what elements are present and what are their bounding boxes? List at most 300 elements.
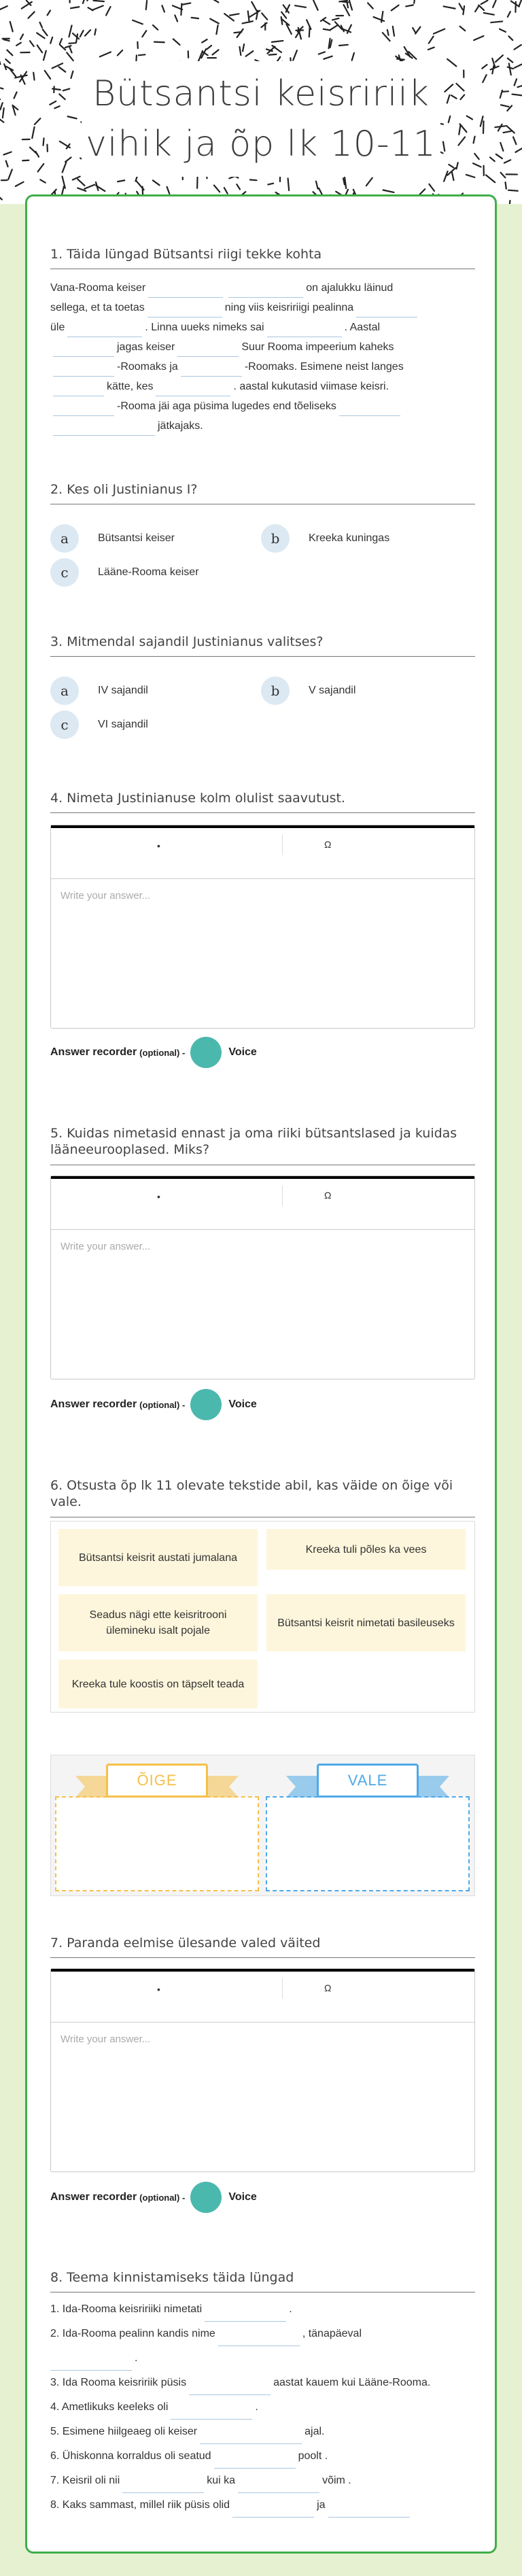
blank-field[interactable] xyxy=(267,324,342,337)
confetti-dash xyxy=(162,5,164,12)
confetti-dash xyxy=(142,31,146,37)
confetti-dash xyxy=(210,19,219,24)
confetti-dash xyxy=(16,182,24,186)
option-text: Lääne-Rooma keiser xyxy=(98,566,199,578)
item-text: aastat kauem kui Lääne-Rooma. xyxy=(273,2377,431,2388)
confetti-dash xyxy=(272,46,281,52)
fill-in-list xyxy=(50,2297,485,2518)
confetti-dash xyxy=(251,2,257,12)
confetti-dash xyxy=(397,59,404,60)
item-text: . xyxy=(135,2352,138,2364)
confetti-dash xyxy=(444,6,455,8)
confetti-dash xyxy=(293,50,297,60)
voice-record-button[interactable] xyxy=(190,2182,222,2213)
confetti-dash xyxy=(212,50,218,54)
confetti-dash xyxy=(493,1,495,7)
true-label: ÕIGE xyxy=(106,1764,208,1798)
worksheet-card xyxy=(25,194,497,2554)
true-ribbon xyxy=(75,1764,239,1806)
toolbar-divider xyxy=(282,1186,283,1206)
confetti-dash xyxy=(483,75,486,82)
confetti-dash xyxy=(216,25,218,34)
confetti-dash xyxy=(414,0,415,3)
item-text: 7. Keisril oli nii xyxy=(50,2475,120,2486)
list-item xyxy=(50,2493,485,2518)
recorder-optional-label: (optional) - xyxy=(139,2192,186,2203)
confetti-dash xyxy=(246,51,254,56)
confetti-dash xyxy=(508,58,512,63)
confetti-dash xyxy=(501,105,509,107)
text-fragment: on ajalukku läinud xyxy=(306,282,394,294)
confetti-dash xyxy=(84,185,94,189)
item-text: . xyxy=(289,2303,292,2315)
blank-field[interactable] xyxy=(148,284,223,298)
confetti-dash xyxy=(40,22,42,28)
answer-editor xyxy=(50,1968,475,2172)
confetti-dash xyxy=(452,172,454,180)
confetti-dash xyxy=(387,30,389,35)
confetti-dash xyxy=(69,47,71,53)
true-bucket[interactable] xyxy=(55,1796,259,1891)
confetti-dash xyxy=(32,127,34,138)
item-text: 5. Esimene hiilgeaeg oli keiser xyxy=(50,2426,198,2437)
confetti-dash xyxy=(415,27,420,34)
answer-textarea[interactable]: Write your answer... xyxy=(60,890,151,901)
confetti-dash xyxy=(383,190,394,192)
blank-field[interactable] xyxy=(122,2479,204,2493)
confetti-dash xyxy=(30,41,34,46)
confetti-dash xyxy=(33,73,34,80)
confetti-dash xyxy=(288,178,290,190)
confetti-dash xyxy=(6,161,8,167)
blank-field[interactable] xyxy=(147,304,222,317)
confetti-dash xyxy=(458,137,465,145)
special-character-button[interactable]: Ω xyxy=(324,1190,332,1201)
blank-field[interactable] xyxy=(53,383,104,396)
item-text: 1. Ida-Rooma keisririiki nimetati xyxy=(50,2303,203,2315)
option-text: VI sajandil xyxy=(98,719,148,730)
confetti-dash xyxy=(3,152,11,154)
confetti-dash xyxy=(466,175,475,177)
title-box xyxy=(82,61,440,177)
confetti-dash xyxy=(92,5,103,10)
question-3-title: 3. Mitmendal sajandil Justinianus valitses? xyxy=(50,634,475,657)
confetti-dash xyxy=(48,10,50,15)
confetti-dash xyxy=(496,154,502,158)
confetti-dash xyxy=(54,106,59,108)
confetti-dash xyxy=(475,6,478,12)
blank-field[interactable] xyxy=(328,2504,410,2518)
confetti-dash xyxy=(495,55,503,62)
answer-option[interactable] xyxy=(261,524,389,553)
confetti-dash xyxy=(8,169,12,179)
confetti-dash xyxy=(76,34,77,43)
confetti-dash xyxy=(173,39,180,45)
confetti-dash xyxy=(482,65,487,69)
draggable-statement[interactable]: Kreeka tuli põles ka vees xyxy=(266,1529,466,1570)
blank-field[interactable] xyxy=(53,402,114,416)
editor-toolbar xyxy=(51,1179,474,1230)
confetti-dash xyxy=(368,3,373,8)
option-text: V sajandil xyxy=(309,685,356,696)
confetti-dash xyxy=(444,171,447,182)
confetti-dash xyxy=(406,5,413,6)
confetti-dash xyxy=(490,157,495,161)
confetti-dash xyxy=(71,71,73,78)
confetti-dash xyxy=(88,7,93,10)
confetti-dash xyxy=(449,165,453,167)
blank-field[interactable] xyxy=(53,363,114,377)
draggable-statement[interactable]: Bütsantsi keisrit nimetati basileuseks xyxy=(266,1594,466,1651)
confetti-dash xyxy=(94,29,96,35)
confetti-dash xyxy=(268,184,273,185)
confetti-dash xyxy=(5,59,10,63)
confetti-dash xyxy=(508,190,518,191)
item-text: 8. Kaks sammast, millel riik püsis olid xyxy=(50,2499,230,2511)
draggable-statement[interactable]: Kreeka tule koostis on täpselt teada xyxy=(58,1660,258,1708)
confetti-dash xyxy=(224,188,228,194)
blank-field[interactable] xyxy=(214,2455,296,2469)
answer-recorder xyxy=(50,2182,257,2213)
item-text: 6. Ühiskonna korraldus oli seatud xyxy=(50,2450,211,2462)
confetti-dash xyxy=(0,6,7,11)
text-fragment: kätte, kes xyxy=(107,381,154,392)
confetti-dash xyxy=(515,65,522,68)
confetti-dash xyxy=(447,59,456,67)
text-fragment: Suur Rooma impeerium kaheks xyxy=(241,341,394,353)
confetti-dash xyxy=(261,23,266,27)
blank-field[interactable] xyxy=(228,284,303,298)
text-fragment: jagas keiser xyxy=(117,341,175,353)
blank-field[interactable] xyxy=(205,2308,286,2322)
blank-field[interactable] xyxy=(181,363,242,377)
confetti-dash xyxy=(324,56,332,59)
confetti-dash xyxy=(146,1,147,10)
voice-record-button[interactable] xyxy=(190,1037,222,1068)
confetti-dash xyxy=(77,179,84,186)
answer-option[interactable] xyxy=(50,558,199,587)
text-fragment: jätkajaks. xyxy=(158,420,203,432)
blank-field[interactable] xyxy=(177,343,239,357)
confetti-dash xyxy=(500,143,503,151)
confetti-dash xyxy=(502,91,509,92)
confetti-dash xyxy=(481,116,483,126)
recorder-optional-label: (optional) - xyxy=(139,1399,186,1410)
answer-option[interactable] xyxy=(50,676,148,705)
confetti-dash xyxy=(519,0,522,6)
confetti-dash xyxy=(443,141,445,150)
answer-recorder xyxy=(50,1037,257,1068)
question-4-title: 4. Nimeta Justinianuse kolm olulist saavutust. xyxy=(50,791,475,813)
voice-label: Voice xyxy=(228,1046,257,1058)
list-item xyxy=(50,2322,485,2346)
confetti-dash xyxy=(118,50,122,56)
confetti-dash xyxy=(44,51,46,61)
draggable-statement[interactable]: Bütsantsi keisrit austati jumalana xyxy=(58,1529,258,1586)
confetti-dash xyxy=(463,6,464,14)
confetti-dash xyxy=(515,45,521,50)
confetti-dash xyxy=(474,137,475,143)
confetti-dash xyxy=(182,3,190,4)
blank-field[interactable] xyxy=(156,383,230,396)
confetti-dash xyxy=(85,30,90,36)
confetti-dash xyxy=(352,53,354,61)
confetti-dash xyxy=(37,33,45,38)
toolbar-divider xyxy=(282,1978,283,1999)
confetti-dash xyxy=(63,162,67,173)
confetti-dash xyxy=(449,116,450,122)
confetti-dash xyxy=(503,131,510,133)
recorder-label: Answer recorder xyxy=(50,1398,137,1410)
blank-field[interactable] xyxy=(171,2406,252,2420)
item-text: , tänapäeval xyxy=(302,2328,362,2339)
confetti-dash xyxy=(509,63,511,75)
list-item xyxy=(50,2395,485,2420)
list-item xyxy=(50,2297,485,2322)
confetti-dash xyxy=(175,15,177,21)
confetti-dash xyxy=(0,103,2,109)
confetti-dash xyxy=(14,92,17,98)
confetti-dash xyxy=(35,118,41,124)
confetti-dash xyxy=(80,31,84,37)
confetti-dash xyxy=(69,43,75,44)
false-ribbon xyxy=(286,1764,449,1806)
bullet-list-button[interactable]: • xyxy=(157,1191,160,1202)
confetti-dash xyxy=(484,13,494,15)
confetti-dash xyxy=(243,44,244,51)
confetti-dash xyxy=(71,7,79,8)
blank-field[interactable] xyxy=(200,2431,302,2444)
item-text: kui ka xyxy=(207,2475,236,2486)
voice-record-button[interactable] xyxy=(190,1389,222,1420)
confetti-dash xyxy=(324,29,330,31)
confetti-dash xyxy=(349,1,352,10)
item-text: . xyxy=(255,2401,258,2413)
confetti-dash xyxy=(319,52,325,54)
confetti-dash xyxy=(459,3,463,10)
text-fragment: . Aastal xyxy=(344,322,381,333)
item-text: võim . xyxy=(322,2475,351,2486)
confetti-dash xyxy=(50,37,52,44)
page-title: Bütsantsi keisririik vihik ja õp lk 10-11 xyxy=(86,73,436,165)
question-5-title: 5. Kuidas nimetasid ennast ja oma riiki bütsantslased ja kuidas lääneeurooplased. Miks? xyxy=(50,1125,475,1165)
text-fragment: sellega, et ta toetas xyxy=(50,302,145,313)
confetti-dash xyxy=(324,20,330,24)
confetti-dash xyxy=(153,25,158,30)
confetti-dash xyxy=(413,28,415,33)
confetti-dash xyxy=(106,7,111,16)
confetti-dash xyxy=(486,175,495,182)
blank-field[interactable] xyxy=(232,2504,314,2518)
confetti-dash xyxy=(434,29,445,34)
answer-option[interactable] xyxy=(50,710,148,739)
confetti-dash xyxy=(281,17,283,24)
blank-field[interactable] xyxy=(339,402,400,416)
confetti-dash xyxy=(456,84,464,90)
confetti-dash xyxy=(451,95,457,99)
confetti-dash xyxy=(483,121,484,133)
blank-field[interactable] xyxy=(67,324,142,337)
blank-field[interactable] xyxy=(53,343,114,357)
list-item xyxy=(50,2371,485,2395)
list-item xyxy=(50,2469,485,2493)
blank-field[interactable] xyxy=(356,304,417,317)
confetti-dash xyxy=(498,124,502,131)
text-fragment: ning viis keisririigi pealinna xyxy=(224,302,354,313)
confetti-dash xyxy=(429,184,434,191)
confetti-dash xyxy=(347,0,348,7)
answer-editor xyxy=(50,825,475,1029)
answer-option[interactable] xyxy=(50,524,175,553)
confetti-dash xyxy=(243,21,253,23)
confetti-dash xyxy=(50,101,56,105)
confetti-dash xyxy=(43,29,48,35)
toolbar-divider xyxy=(282,835,283,855)
confetti-dash xyxy=(37,46,42,53)
confetti-dash xyxy=(250,179,257,180)
text-fragment: -Roomaks ja xyxy=(117,361,178,373)
confetti-dash xyxy=(118,180,124,182)
confetti-dash xyxy=(313,0,318,10)
confetti-dash xyxy=(332,18,338,20)
blank-field[interactable] xyxy=(53,422,155,436)
confetti-dash xyxy=(38,164,44,171)
confetti-dash xyxy=(4,64,6,69)
text-fragment: . aastal kukutasid viimase keisri. xyxy=(233,381,389,392)
question-1-text xyxy=(50,278,475,436)
confetti-dash xyxy=(237,184,240,189)
confetti-dash xyxy=(154,42,164,43)
item-text: ja xyxy=(317,2499,326,2511)
item-text: ajal. xyxy=(304,2426,325,2437)
confetti-dash xyxy=(508,12,510,17)
confetti-dash xyxy=(459,126,460,135)
confetti-dash xyxy=(214,186,220,192)
answer-textarea[interactable]: Write your answer... xyxy=(60,2033,151,2045)
confetti-dash xyxy=(295,5,306,7)
confetti-dash xyxy=(207,46,211,49)
confetti-dash xyxy=(30,148,37,154)
confetti-dash xyxy=(504,160,510,162)
confetti-dash xyxy=(474,36,483,40)
option-text: Bütsantsi keiser xyxy=(98,532,175,544)
confetti-dash xyxy=(248,11,249,22)
confetti-dash xyxy=(481,1,488,4)
blank-field[interactable] xyxy=(189,2382,271,2395)
confetti-dash xyxy=(515,79,517,85)
answer-textarea[interactable]: Write your answer... xyxy=(60,1241,151,1252)
confetti-dash xyxy=(501,173,506,177)
confetti-dash xyxy=(428,48,434,50)
confetti-dash xyxy=(457,162,458,169)
confetti-dash xyxy=(447,95,450,103)
question-6-title: 6. Otsusta õp lk 11 olevate tekstide abil, kas väide on õige või vale. xyxy=(50,1477,475,1517)
confetti-dash xyxy=(133,20,143,24)
option-text: IV sajandil xyxy=(98,685,148,696)
special-character-button[interactable]: Ω xyxy=(324,1982,332,1993)
option-text: Kreeka kuningas xyxy=(309,532,390,544)
recorder-label: Answer recorder xyxy=(50,2191,137,2203)
option-letter: c xyxy=(50,558,79,587)
confetti-dash xyxy=(202,39,207,43)
confetti-dash xyxy=(272,41,283,42)
blank-field[interactable] xyxy=(218,2333,300,2346)
item-text: poolt . xyxy=(298,2450,328,2462)
confetti-dash xyxy=(10,22,13,31)
confetti-dash xyxy=(59,94,65,99)
confetti-dash xyxy=(60,141,70,148)
confetti-dash xyxy=(473,163,481,167)
confetti-dash xyxy=(474,154,478,159)
draggable-statement[interactable]: Seadus nägi ette keisritrooni ülemineku isalt pojale xyxy=(58,1594,258,1651)
bullet-list-button[interactable]: • xyxy=(157,1984,160,1995)
confetti-dash xyxy=(67,52,73,61)
confetti-dash xyxy=(0,194,2,199)
confetti-dash xyxy=(393,27,394,36)
confetti-dash xyxy=(0,118,3,122)
answer-editor xyxy=(50,1175,475,1379)
option-letter: b xyxy=(261,524,290,553)
blank-field[interactable] xyxy=(50,2357,132,2371)
confetti-dash xyxy=(491,21,502,22)
confetti-dash xyxy=(230,14,239,15)
confetti-dash xyxy=(139,54,145,55)
bullet-list-button[interactable]: • xyxy=(157,840,160,851)
text-fragment: Vana-Rooma keiser xyxy=(50,282,146,294)
text-fragment: -Roomaks. Esimene neist langes xyxy=(244,361,404,373)
list-item xyxy=(50,2346,485,2371)
confetti-dash xyxy=(4,39,10,41)
special-character-button[interactable]: Ω xyxy=(324,839,332,850)
editor-toolbar xyxy=(51,828,474,879)
confetti-dash xyxy=(60,39,62,44)
confetti-dash xyxy=(460,95,464,100)
confetti-dash xyxy=(28,12,34,18)
confetti-dash xyxy=(330,25,338,30)
editor-toolbar xyxy=(51,1972,474,2023)
text-fragment: . Linna uueks nimeks sai xyxy=(145,322,264,333)
confetti-dash xyxy=(445,84,453,92)
confetti-dash xyxy=(22,160,29,161)
text-fragment: üle xyxy=(50,322,65,333)
confetti-dash xyxy=(0,86,3,89)
false-bucket[interactable] xyxy=(266,1796,470,1891)
confetti-dash xyxy=(40,179,46,182)
confetti-dash xyxy=(45,71,50,79)
confetti-dash xyxy=(167,187,170,194)
confetti-dash xyxy=(467,116,472,120)
confetti-dash xyxy=(59,67,66,71)
voice-label: Voice xyxy=(228,1398,257,1410)
question-7-title: 7. Paranda eelmise ülesande valed väited xyxy=(50,1936,475,1958)
question-8-title: 8. Teema kinnistamiseks täida lüngad xyxy=(50,2270,475,2292)
confetti-dash xyxy=(508,67,513,69)
question-2-title: 2. Kes oli Justinianus I? xyxy=(50,482,475,504)
confetti-dash xyxy=(309,27,310,37)
answer-option[interactable] xyxy=(261,676,355,705)
confetti-dash xyxy=(52,89,60,90)
confetti-dash xyxy=(513,137,516,145)
recorder-label: Answer recorder xyxy=(50,1046,137,1058)
option-letter: a xyxy=(50,524,79,553)
confetti-dash xyxy=(69,25,71,37)
blank-field[interactable] xyxy=(238,2479,319,2493)
false-label: VALE xyxy=(317,1764,419,1798)
confetti-dash xyxy=(7,50,12,56)
confetti-dash xyxy=(237,29,243,37)
confetti-dash xyxy=(65,158,71,162)
confetti-dash xyxy=(366,178,372,186)
